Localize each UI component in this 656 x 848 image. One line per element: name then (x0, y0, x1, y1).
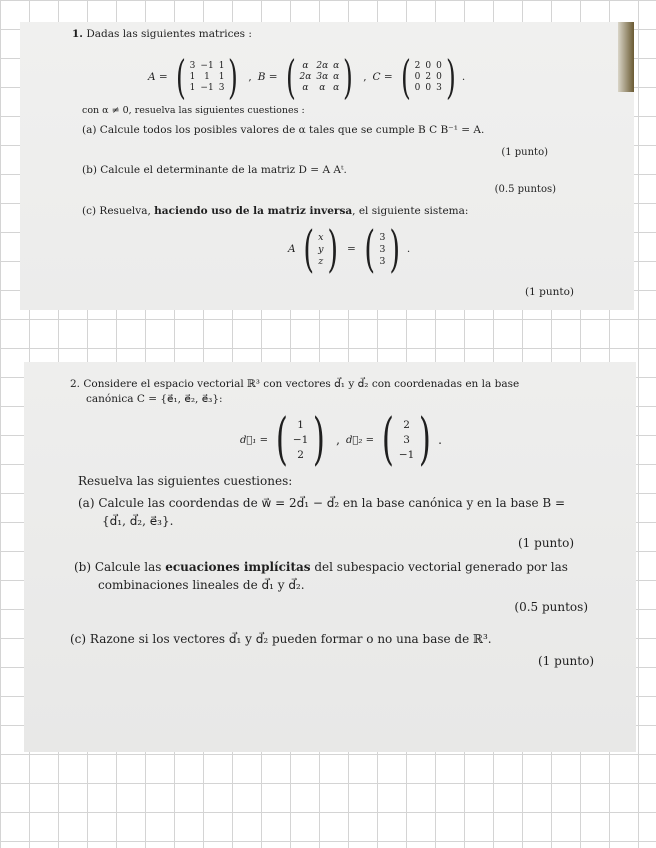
p2-question-b-line1 (74, 560, 568, 574)
p1-c-text-pre: Resuelva, (99, 205, 151, 217)
p2-c-label: (c) (70, 632, 87, 646)
p1-intro: Dadas las siguientes matrices : (86, 28, 252, 40)
p1-system: A ( x y z ) = ( 3 3 3 ) . (288, 220, 411, 278)
p1-b-points: (0.5 puntos) (494, 184, 556, 195)
p1-b-label: (b) (82, 164, 97, 176)
p2-c-points: (1 punto) (538, 654, 594, 668)
problem-1-photo (20, 22, 634, 310)
p2-vectors: d⃗₁ = ( 1 −1 2 ) , d⃗₂ = ( 2 3 −1 ) . (240, 407, 442, 472)
p2-intro-line2: canónica C = {e⃗₁, e⃗₂, e⃗₃}: (86, 393, 223, 405)
p2-number: 2. (70, 378, 81, 390)
p1-question-c (82, 205, 468, 217)
matrix-b: ( α 2α α 2α 3α α α α α ) (285, 50, 354, 104)
p1-a-label: (a) (82, 124, 97, 136)
matrix-b-label: B = (257, 71, 278, 83)
p2-b-text-post: del subespacio vectorial generado por las (314, 560, 568, 574)
system-equals: = (347, 243, 356, 255)
matrix-c: ( 2 0 0 0 2 0 0 0 3 ) (400, 50, 456, 104)
p2-intro-line1 (70, 378, 519, 390)
p2-question-a-line2: {d⃗₁, d⃗₂, e⃗₃}. (102, 514, 174, 528)
p2-b-text-pre: Calcule las (94, 560, 162, 574)
p1-number: 1. (72, 28, 83, 40)
vector-d2: ( 2 3 −1 ) (381, 407, 432, 472)
system-a: A (288, 243, 296, 255)
p1-heading (72, 28, 252, 40)
photo-edge-shadow (618, 22, 634, 92)
matrix-a: ( 3 −1 1 1 1 1 1 −1 3 ) (175, 50, 239, 104)
matrix-c-label: C = (372, 71, 393, 83)
vector-rhs: ( 3 3 3 ) (364, 220, 401, 278)
p2-a-points: (1 punto) (518, 536, 574, 550)
p2-b-label: (b) (74, 560, 92, 574)
p1-a-points: (1 punto) (501, 147, 548, 158)
p2-a-label: (a) (78, 496, 95, 510)
p2-intro-text: Considere el espacio vectorial ℝ³ con vectores d⃗₁ y d⃗₂ con coordenadas en la base (83, 378, 520, 390)
p2-question-b-line2: combinaciones lineales de d⃗₁ y d⃗₂. (98, 578, 305, 592)
p1-c-text-bold: haciendo uso de la matriz inversa (154, 205, 353, 217)
p2-question-c (70, 632, 492, 646)
p1-question-a (82, 124, 484, 136)
p1-c-label: (c) (82, 205, 97, 217)
p1-question-b (82, 164, 347, 176)
p1-c-points: (1 punto) (525, 286, 574, 298)
p1-matrices: A = ( 3 −1 1 1 1 1 1 −1 3 ) , B = ( α 2α α 2α 3α α α α α ) , C = ( 2 0 0 0 2 0 0 0 3 ) . (148, 50, 466, 104)
vector-d1: ( 1 −1 2 ) (275, 407, 326, 472)
d1-label: d⃗₁ = (240, 434, 268, 446)
p1-c-text-post: , el siguiente sistema: (352, 205, 469, 217)
p2-b-points: (0.5 puntos) (514, 600, 588, 614)
matrix-a-label: A = (148, 71, 168, 83)
p2-c-text: Razone si los vectores d⃗₁ y d⃗₂ pueden formar o no una base de ℝ³. (89, 632, 492, 646)
d2-label: d⃗₂ = (346, 434, 374, 446)
p1-b-text: Calcule el determinante de la matriz D = A Aᵗ. (100, 164, 347, 176)
p2-b-text-bold: ecuaciones implícitas (165, 560, 311, 574)
p2-a-text: Calcule las coordendas de w⃗ = 2d⃗₁ − d⃗₂ en la base canónica y en la base B = (98, 496, 566, 510)
problem-2-photo (24, 362, 636, 752)
p1-condition: con α ≠ 0, resuelva las siguientes cuestiones : (82, 105, 305, 116)
p2-instruction: Resuelva las siguientes cuestiones: (78, 474, 293, 488)
p1-a-text: Calcule todos los posibles valores de α tales que se cumple B C B⁻¹ = A. (99, 124, 485, 136)
p2-question-a-line1 (78, 496, 565, 510)
vector-xyz: ( x y z ) (302, 220, 339, 278)
